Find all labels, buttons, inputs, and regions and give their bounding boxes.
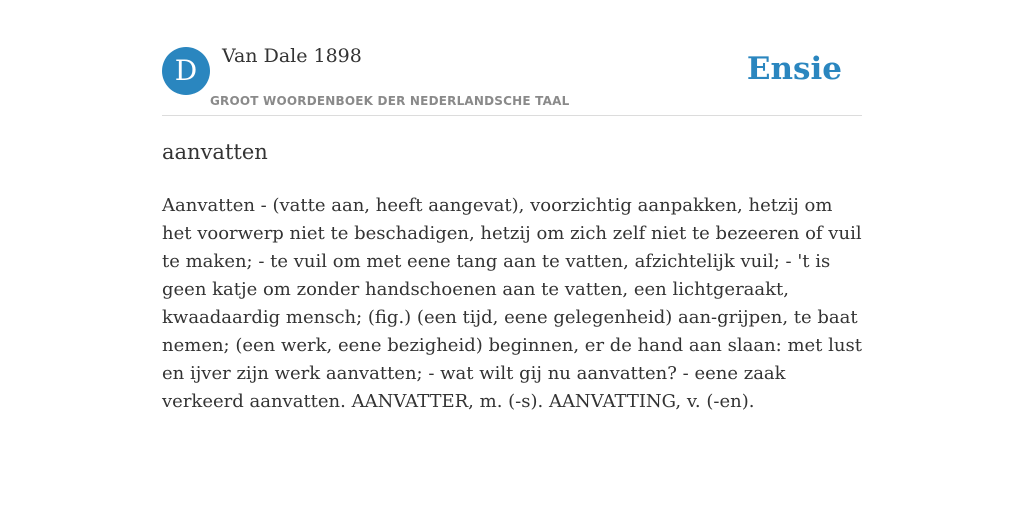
dictionary-header: [162, 0, 862, 116]
dictionary-logo[interactable]: D: [162, 47, 210, 95]
entry-headword: aanvatten: [162, 140, 268, 164]
dictionary-subtitle: GROOT WOORDENBOEK DER NEDERLANDSCHE TAAL: [210, 94, 570, 108]
dictionary-title[interactable]: Van Dale 1898: [222, 45, 362, 67]
content-container: [162, 0, 862, 412]
entry-definition: Aanvatten - (vatte aan, heeft aangevat), voorzichtig aanpakken, hetzij om het voorwerp niet te beschadigen, hetzij om zich zelf niet te bezeeren of vuil te maken; - te vuil om met eene tang aan te vatten, afzichtelijk vuil; - 't is geen katje om zonder handschoenen aan te vatten, een lichtgeraakt, kwaadaardig mensch; (fig.) (een tijd, eene gelegenheid) aan-grijpen, te baat nemen; (een werk, eene bezigheid) beginnen, er de hand aan slaan: met lust en ijver zijn werk aanvatten; - wat wilt gij nu aanvatten? - eene zaak verkeerd aanvatten. AANVATTER, m. (-s). AANVATTING, v. (-en).: [162, 195, 862, 412]
brand-logo[interactable]: Ensie: [746, 51, 842, 87]
